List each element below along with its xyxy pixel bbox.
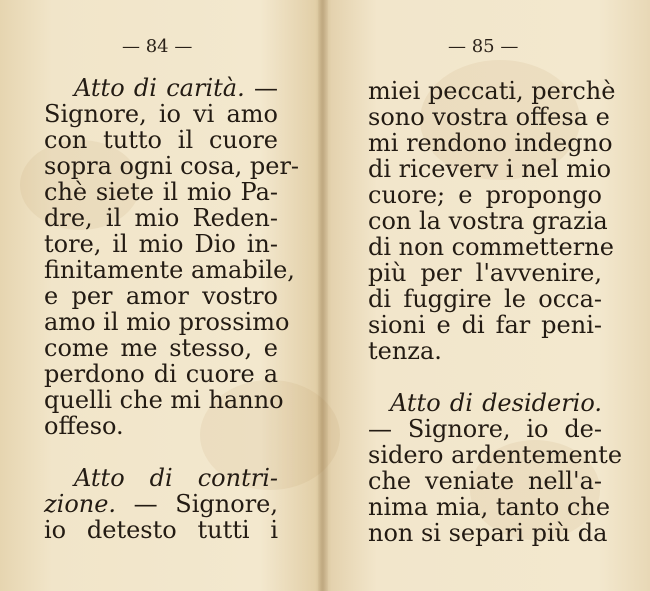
text-line — [44, 465, 278, 491]
text-line: tore, il mio Dio in- — [44, 230, 278, 258]
paragraph-gap — [368, 364, 602, 390]
text-line: Signore, io vi amo — [44, 100, 278, 128]
text-fragment: — Signore, — [116, 490, 278, 518]
right-page — [328, 0, 650, 591]
left-page — [0, 0, 322, 591]
text-line: mi rendono indegno — [368, 129, 613, 157]
text-line: offeso. — [44, 412, 124, 440]
text-line: sioni e di far peni- — [368, 311, 602, 339]
heading-continuation: zione. — [44, 490, 117, 518]
text-line: tenza. — [368, 337, 442, 365]
text-line: sidero ardentemente — [368, 441, 623, 469]
left-page-number: — 84 — — [122, 36, 193, 57]
text-line: finitamente amabile, — [44, 256, 295, 284]
left-page-text — [44, 74, 300, 544]
text-line: sono vostra offesa e — [368, 103, 610, 131]
text-line: perdono di cuore a — [44, 360, 278, 388]
text-line: di non commetterne — [368, 233, 614, 261]
right-page-number: — 85 — — [448, 36, 519, 57]
text-line: e per amor vostro — [44, 282, 278, 310]
text-line: chè siete il mio Pa- — [44, 178, 278, 206]
heading-atto-di-contrizione: Atto di contri- — [74, 464, 278, 492]
heading-atto-di-desiderio: Atto di desiderio. — [390, 389, 602, 417]
text-line: come me stesso, e — [44, 334, 278, 362]
text-line: amo il mio prossimo — [44, 308, 290, 336]
text-line: io detesto tutti i — [44, 516, 278, 544]
text-line: con tutto il cuore — [44, 126, 278, 154]
text-line: non si separi più da — [368, 519, 608, 547]
text-line — [368, 390, 602, 416]
text-fragment: — — [244, 74, 278, 102]
paragraph-gap — [44, 439, 278, 465]
text-line: con la vostra grazia — [368, 207, 608, 235]
text-line — [44, 491, 278, 517]
text-line: quelli che mi hanno — [44, 386, 284, 414]
text-line: dre, il mio Reden- — [44, 204, 278, 232]
heading-atto-di-carita: Atto di carità. — [74, 74, 245, 102]
text-line — [44, 75, 278, 101]
text-line: più per l'avvenire, — [368, 259, 602, 287]
text-line: che veniate nell'a- — [368, 467, 602, 495]
right-page-text — [368, 77, 623, 547]
text-line: nima mia, tanto che — [368, 493, 611, 521]
text-line: cuore; e propongo — [368, 181, 602, 209]
text-line: miei peccati, perchè — [368, 77, 616, 105]
text-line: sopra ogni cosa, per- — [44, 152, 300, 180]
text-line: di fuggire le occa- — [368, 285, 602, 313]
text-line: — Signore, io de- — [368, 415, 602, 443]
text-line: di riceverv i nel mio — [368, 155, 612, 183]
